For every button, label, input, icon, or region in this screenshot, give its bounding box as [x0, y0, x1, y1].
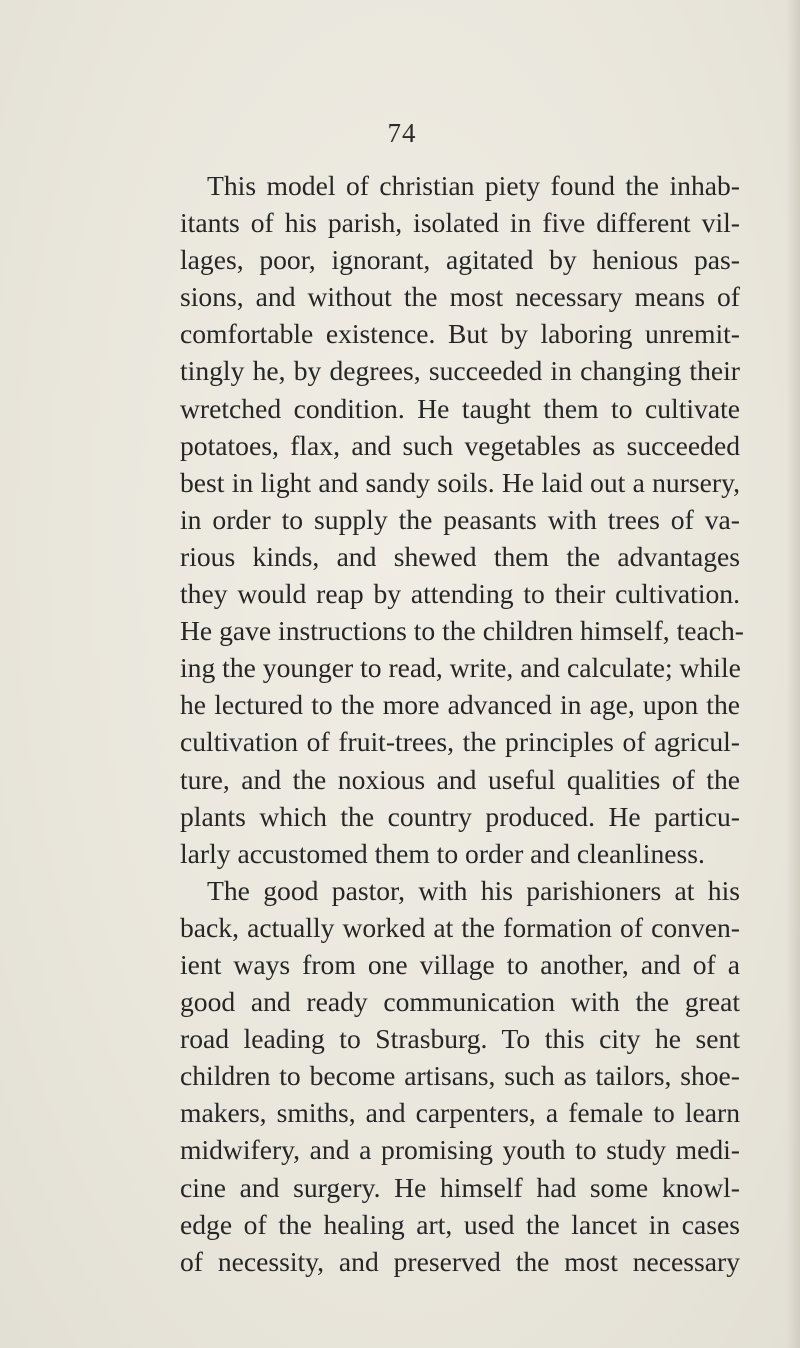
text-line: in order to supply the peasants with trees of va- [180, 503, 740, 535]
text-line: rious kinds, and shewed them the advantages [180, 540, 740, 572]
body-text [180, 167, 744, 1280]
text-line: comfortable existence. But by laboring unremit- [180, 318, 740, 350]
text-line: He gave instructions to the children himself, teach- [180, 615, 744, 647]
text-line: itants of his parish, isolated in five different vil- [180, 207, 740, 239]
text-line: edge of the healing art, used the lancet in cases [180, 1208, 740, 1240]
text-line: they would reap by attending to their cultivation. [180, 578, 740, 610]
text-line: road leading to Strasburg. To this city he sent [180, 1023, 740, 1055]
text-line: cultivation of fruit-trees, the principles of agricul- [180, 726, 740, 758]
text-line: good and ready communication with the great [180, 986, 740, 1018]
text-line: tingly he, by degrees, succeeded in changing their [180, 355, 740, 387]
text-line: lages, poor, ignorant, agitated by henious pas- [180, 244, 740, 276]
text-line: plants which the country produced. He particu- [180, 800, 740, 832]
text-line: ient ways from one village to another, and of a [180, 948, 740, 980]
text-line: The good pastor, with his parishioners at his [207, 874, 740, 906]
page-number: 74 [387, 118, 417, 148]
text-line: of necessity, and preserved the most necessary [180, 1245, 740, 1277]
text-line: wretched condition. He taught them to cultivate [180, 392, 740, 424]
text-line: ture, and the noxious and useful qualities of the [180, 763, 740, 795]
text-line: larly accustomed them to order and cleanliness. [180, 837, 705, 869]
text-line: ing the younger to read, write, and calculate; while [180, 652, 741, 684]
text-line: potatoes, flax, and such vegetables as succeeded [180, 429, 740, 461]
page-edge-shadow [786, 0, 800, 1348]
text-line: midwifery, and a promising youth to study medi- [180, 1134, 740, 1166]
text-line: sions, and without the most necessary means of [180, 281, 740, 313]
text-line: he lectured to the more advanced in age, upon the [180, 689, 740, 721]
text-line: This model of christian piety found the inhab- [207, 170, 740, 201]
text-line: cine and surgery. He himself had some knowl- [180, 1171, 740, 1203]
text-line: back, actually worked at the formation of conven- [180, 911, 740, 943]
text-line: children to become artisans, such as tailors, shoe- [180, 1060, 740, 1092]
text-line: makers, smiths, and carpenters, a female to learn [180, 1097, 740, 1129]
text-line: best in light and sandy soils. He laid out a nursery, [180, 466, 740, 498]
